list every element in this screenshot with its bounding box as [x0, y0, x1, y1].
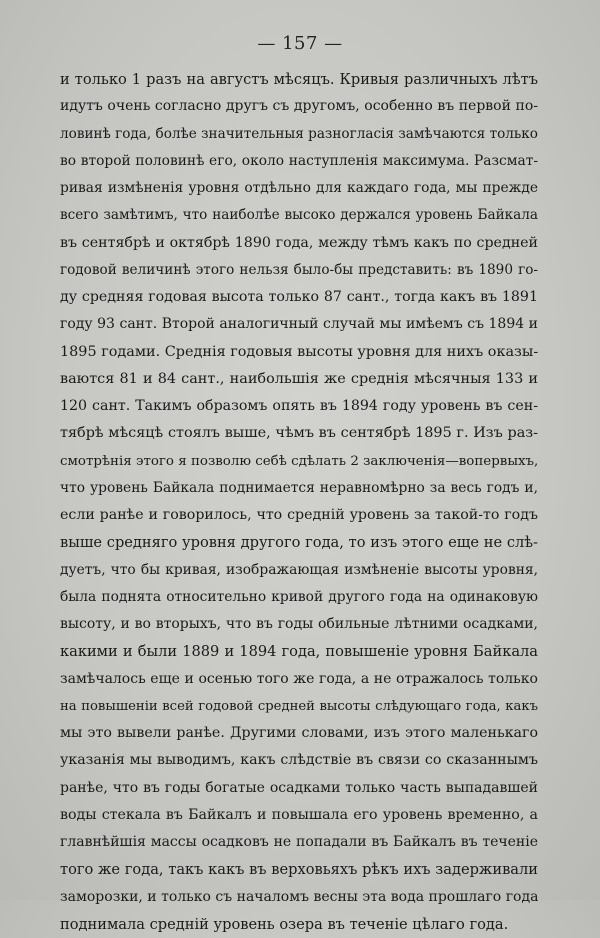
text-line: году 93 сант. Второй аналогичный случай мы имѣемъ съ 1894 и — [60, 316, 538, 333]
text-line: если ранѣе и говорилось, что средній уровень за такой-то годъ — [60, 507, 538, 523]
text-line: мы это вывели ранѣе. Другими словами, изъ этого маленькаго — [60, 725, 538, 741]
text-line: ваются 81 и 84 сант., наибольшія же среднія мѣсячныя 133 и — [60, 370, 538, 387]
text-line: ловинѣ года, болѣе значительныя разногласія замѣчаются только — [60, 125, 538, 142]
text-line: поднимала средній уровень озера въ теченіе цѣлаго года. — [60, 915, 509, 933]
text-line: того же года, такъ какъ въ верховьяхъ рѣкъ ихъ задерживали — [60, 861, 538, 879]
text-line: выше средняго уровня другого года, то изъ этого еще не слѣ- — [60, 534, 538, 552]
text-line: всего замѣтимъ, что наиболѣе высоко держался уровень Байкала — [60, 207, 538, 224]
text-line: идутъ очень согласно другъ съ другомъ, особенно въ первой по- — [60, 98, 538, 115]
text-line: замѣчалось еще и осенью того же года, а не отражалось только — [60, 670, 538, 687]
text-line: во второй половинѣ его, около наступленія максимума. Разсмат- — [60, 152, 538, 169]
text-line: высоту, и во вторыхъ, что въ годы обильные лѣтними осадками, — [60, 616, 538, 632]
text-line: и только 1 разъ на августъ мѣсяцъ. Кривыя различныхъ лѣтъ — [60, 71, 538, 88]
text-line: въ сентябрѣ и октябрѣ 1890 года, между тѣмъ какъ по средней — [60, 234, 538, 251]
text-line: дуетъ, что бы кривая, изображающая измѣненіе высоты уровня, — [60, 561, 538, 578]
text-line: 120 сант. Такимъ образомъ опять въ 1894 году уровень въ сен- — [60, 398, 538, 414]
text-line: тябрѣ мѣсяцѣ стоялъ выше, чѣмъ въ сентябрѣ 1895 г. Изъ раз- — [60, 425, 538, 442]
text-line: ду средняя годовая высота только 87 сант., тогда какъ въ 1891 — [60, 289, 538, 305]
text-line: смотрѣнія этого я позволю себѣ сдѣлать 2 заключенія—вопервыхъ, — [60, 453, 538, 469]
text-line: заморозки, и только съ началомъ весны эта вода прошлаго года — [60, 888, 538, 905]
text-line: 1895 годами. Среднія годовыя высоты уровня для нихъ оказы- — [60, 343, 538, 360]
text-line: что уровень Байкала поднимается неравномѣрно за весь годъ и, — [60, 479, 538, 496]
page-number: — 157 — — [257, 33, 343, 54]
text-line: была поднята относительно кривой другого года на одинаковую — [60, 588, 538, 605]
text-line: ранѣе, что въ годы богатые осадками только часть выпадавшей — [60, 779, 538, 796]
text-line: ривая измѣненія уровня отдѣльно для каждаго года, мы прежде — [60, 180, 538, 196]
text-line: какими и были 1889 и 1894 года, повышеніе уровня Байкала — [60, 643, 538, 661]
text-line: главнѣйшія массы осадковъ не попадали въ Байкалъ въ теченіе — [60, 834, 538, 850]
body-text — [60, 66, 538, 938]
text-line: годовой величинѣ этого нельзя было-бы представить: въ 1890 го- — [60, 261, 538, 278]
text-line: указанія мы выводимъ, какъ слѣдствіе въ связи со сказаннымъ — [60, 752, 538, 769]
text-line: воды стекала въ Байкалъ и повышала его уровень временно, а — [60, 806, 538, 823]
text-line: на повышеніи всей годовой средней высоты слѣдующаго года, какъ — [60, 698, 538, 714]
